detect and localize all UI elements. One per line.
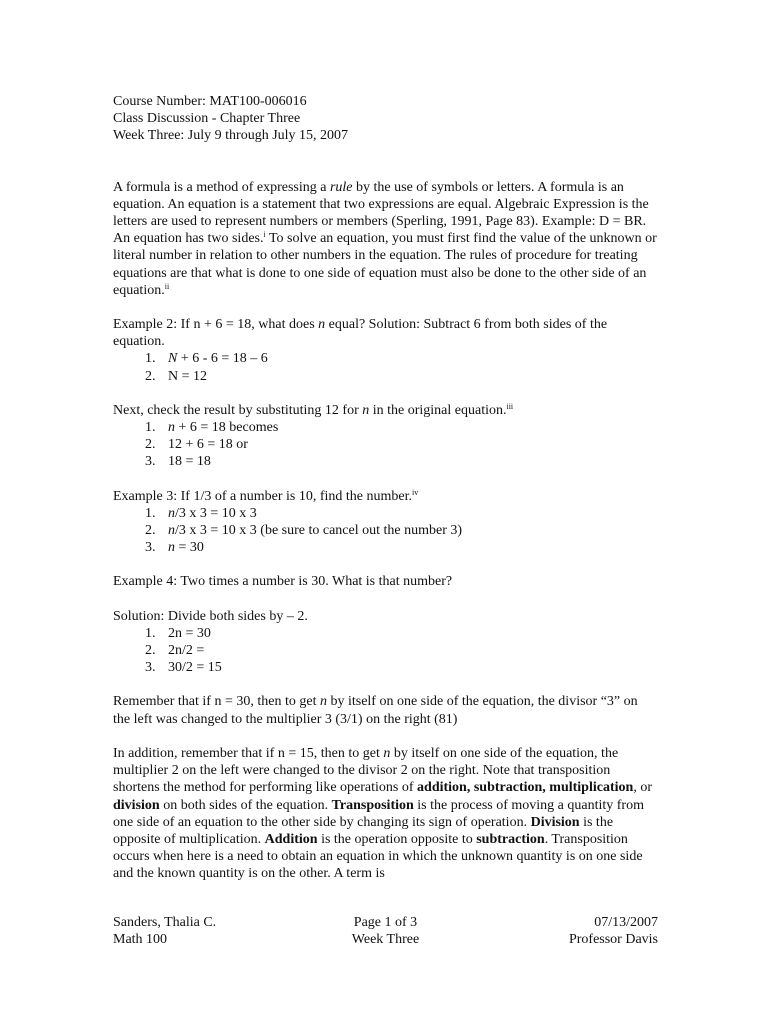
footer-course: Math 100: [113, 932, 168, 948]
bold-term: Addition: [264, 831, 318, 847]
footer-row-2: [113, 931, 658, 948]
bold-term: Division: [530, 814, 580, 830]
paragraph-text: . Transposition occurs when here is a need to obtain an equation in which the unknown quantity is on one side and the known quantity is on the other. A term is: [113, 831, 643, 882]
example-2-question: [113, 316, 658, 350]
list-item: [159, 642, 658, 659]
list-item: [159, 522, 658, 539]
solution-text: Solution: Divide both sides by – 2.: [113, 608, 308, 624]
paragraph-text: by itself on one side of the equation, the multiplier 2 on the left were changed to the divisor 2 on the right. Note that transposition shortens the method for performing like operations of: [113, 745, 619, 796]
list-item: [159, 505, 658, 522]
endnote-ref-3[interactable]: iii: [506, 401, 514, 411]
footer-week: Week Three: [351, 932, 420, 948]
list-item: [159, 350, 658, 367]
course-header: [113, 93, 658, 145]
endnote-ref-4[interactable]: iv: [412, 487, 419, 497]
footer-professor: Professor Davis: [568, 932, 658, 948]
check-text-a: Next, check the result by substituting 12 for: [113, 402, 363, 418]
step-text: 2n/2 =: [168, 643, 205, 659]
example-2-text-b: equal? Solution: Subtract 6 from both sides of the equation.: [113, 317, 608, 350]
example-4-steps: [113, 625, 658, 677]
footer-row-1: [113, 914, 658, 931]
step-text: /3 x 3 = 10 x 3: [175, 505, 257, 521]
step-text: 18 = 18: [168, 454, 211, 470]
intro-paragraph: [113, 179, 658, 299]
example-3: [113, 488, 658, 557]
remember-paragraph: [113, 693, 658, 727]
transposition-paragraph: [113, 745, 658, 883]
example-4-question: Example 4: Two times a number is 30. What is that number?: [113, 574, 453, 590]
variable-n: n: [168, 540, 175, 556]
class-discussion: Class Discussion - Chapter Three: [113, 111, 301, 127]
week-range: Week Three: July 9 through July 15, 2007: [113, 128, 349, 144]
intro-text-b: by the use of symbols or letters. A formula is an equation. An equation is a statement that two expressions are equal. Algebraic Expression is the letters are used to represent numbers or members (Sperling, 1991, Page 83). Example: D = BR. An equation has two sides.: [113, 179, 649, 247]
list-item: [159, 453, 658, 470]
variable-n: n: [318, 317, 326, 333]
paragraph-text: on both sides of the equation.: [159, 797, 332, 813]
variable-n: n: [168, 420, 175, 436]
list-item: [159, 625, 658, 642]
paragraph-text: is the opposite of multiplication.: [113, 814, 614, 847]
bold-term: addition, subtraction, multiplication: [417, 780, 634, 796]
endnote-ref-1[interactable]: i: [263, 230, 266, 240]
variable-n: n: [319, 694, 327, 710]
bold-term: division: [113, 797, 160, 813]
footer-page-number: Page 1 of 3: [353, 915, 418, 930]
step-text: 12 + 6 = 18 or: [168, 437, 248, 453]
list-item: [159, 659, 658, 676]
intro-text-c: To solve an equation, you must first find the value of the unknown or literal number in relation to other numbers in the equation. The rules of procedure for treating equations are that what is done to one side of equation must also be done to the other side of an equation.: [113, 231, 657, 298]
check-text-b: in the original equation.: [369, 402, 507, 418]
step-text: 30/2 = 15: [168, 660, 222, 676]
step-text: 2n = 30: [168, 625, 211, 641]
footer-date: 07/13/2007: [594, 915, 658, 930]
example-3-steps: [113, 505, 658, 557]
step-text: + 6 - 6 = 18 – 6: [177, 351, 268, 367]
step-text: /3 x 3 = 10 x 3 (be sure to cancel out the number 3): [175, 523, 463, 539]
variable-n: n: [168, 505, 175, 521]
document-body: [113, 93, 658, 883]
list-item: [159, 419, 658, 436]
paragraph-text: In addition, remember that if n = 15, then to get: [113, 745, 384, 761]
example-2: [113, 316, 658, 385]
intro-text-a: A formula is a method of expressing a: [113, 179, 330, 195]
endnote-ref-2[interactable]: ii: [164, 281, 170, 291]
check-intro: [113, 402, 658, 419]
variable-n: n: [383, 745, 391, 761]
course-number: Course Number: MAT100-006016: [113, 94, 307, 109]
variable-n: n: [168, 523, 175, 539]
list-item: [159, 539, 658, 556]
step-text: + 6 = 18 becomes: [175, 420, 279, 436]
paragraph-text: , or: [633, 780, 652, 796]
bold-term: subtraction: [476, 831, 545, 847]
footer-author: Sanders, Thalia C.: [113, 915, 217, 930]
variable-n: n: [362, 402, 370, 418]
bold-term: Transposition: [331, 797, 414, 813]
check-steps: [113, 419, 658, 471]
paragraph-text: is the process of moving a quantity from one side of an equation to the other side by changing its sign of operation.: [113, 797, 644, 830]
page-footer: [113, 914, 658, 948]
example-3-text: Example 3: If 1/3 of a number is 10, find the number.: [113, 488, 412, 504]
step-text: = 30: [175, 540, 204, 556]
example-4-solution: [113, 608, 658, 677]
list-item: [159, 436, 658, 453]
example-2-steps: [113, 350, 658, 384]
remember-text-a: Remember that if n = 30, then to get: [113, 694, 320, 710]
step-text: N = 12: [168, 368, 208, 384]
list-item: [159, 368, 658, 385]
check-section: [113, 402, 658, 471]
remember-text-b: by itself on one side of the equation, the divisor “3” on the left was changed to the multiplier 3 (3/1) on the right (81): [113, 694, 638, 727]
example-2-text-a: Example 2: If n + 6 = 18, what does: [113, 317, 319, 333]
example-3-question: [113, 488, 658, 505]
rule-word: rule: [329, 179, 353, 195]
variable-n: N: [168, 351, 178, 367]
paragraph-text: is the operation opposite to: [317, 831, 477, 847]
